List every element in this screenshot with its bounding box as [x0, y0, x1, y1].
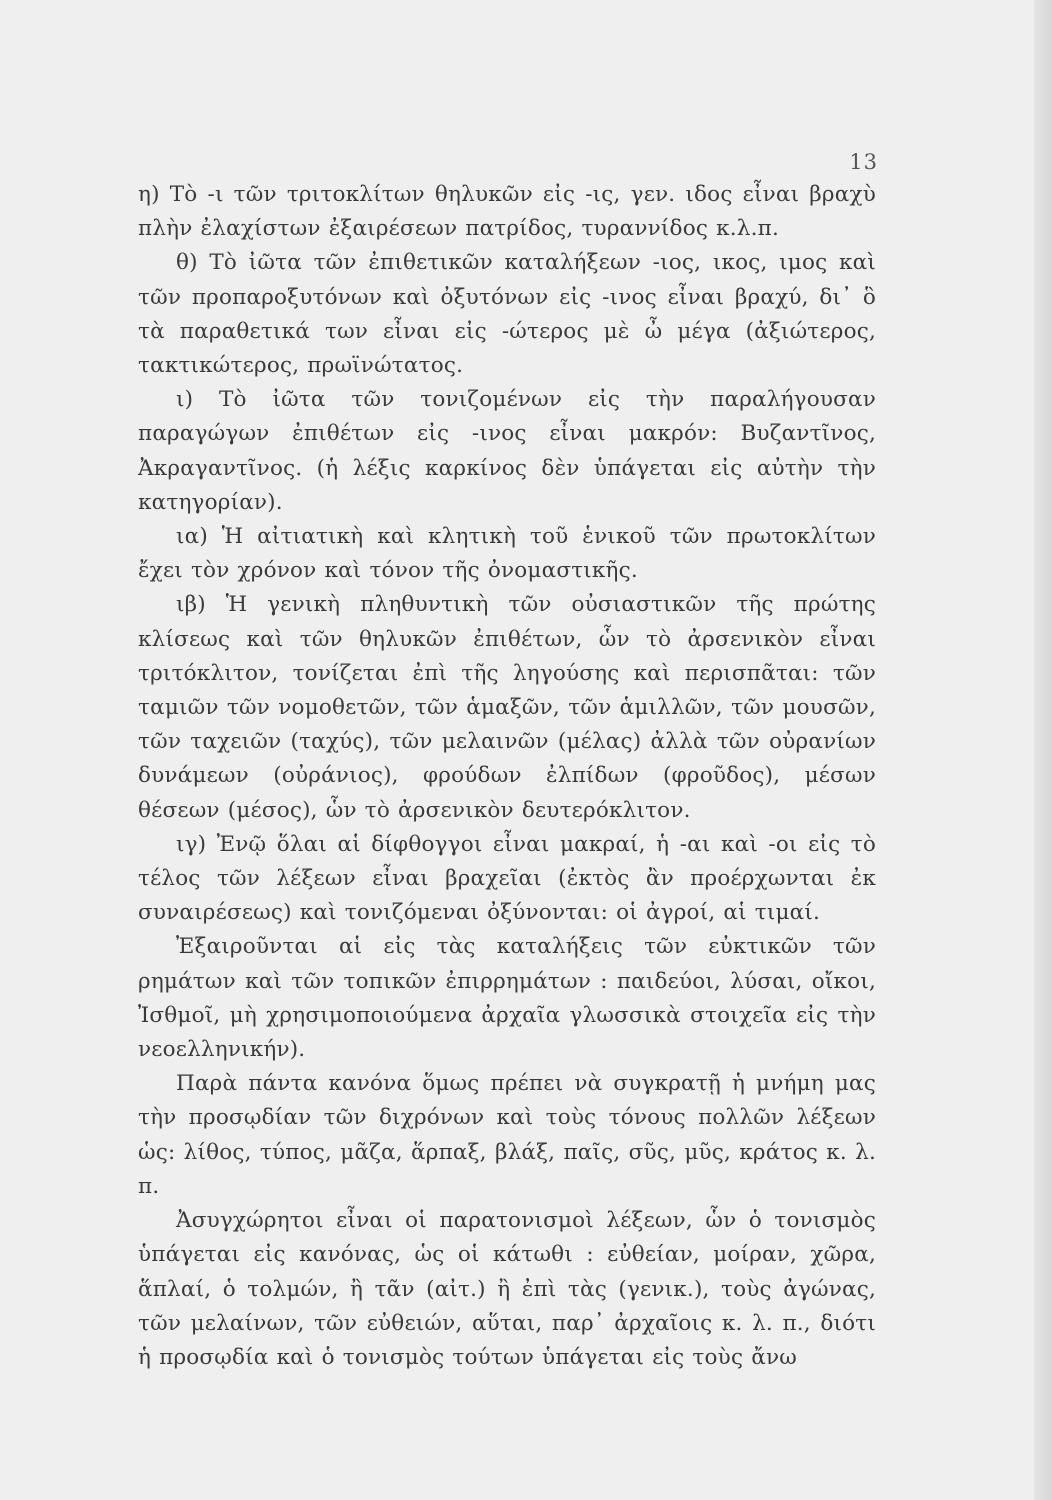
paragraph-exceptions: Ἐξαιροῦνται αἱ εἰς τὰς καταλήξεις τῶν εὐκτικῶν τῶν ρημάτων καὶ τῶν τοπικῶν ἐπιρρημάτων : παιδεύοι, λύσαι, οἴκοι, Ἰσθμοῖ, μὴ χρησιμοποιούμενα ἀρχαῖα γλωσσικὰ στοιχεῖα εἰς τὴν νεοελληνικήν). [138, 934, 876, 1063]
body-text [138, 178, 876, 1375]
paragraph-iota-alpha: ια) Ἡ αἰτιατικὴ καὶ κλητικὴ τοῦ ἑνικοῦ τῶν πρωτοκλίτων ἔχει τὸν χρόνον καὶ τόνον τῆς ὀνομαστικῆς. [138, 524, 876, 584]
paragraph-theta: θ) Τὸ ἰῶτα τῶν ἐπιθετικῶν καταλήξεων -ιος, ικος, ιμος καὶ τῶν προπαροξυτόνων καὶ ὀξυτόνων εἰς -ινος εἶναι βραχύ, δι᾽ ὃ τὰ παραθετικά των εἶναι εἰς -ώτερος μὲ ὦ μέγα (ἀξιώτερος, τακτικώτερος, πρωϊνώτατος. [138, 250, 876, 379]
page-edge [1034, 0, 1052, 1500]
page-number: 13 [849, 150, 878, 174]
paragraph-iota-beta: ιβ) Ἡ γενικὴ πληθυντικὴ τῶν οὐσιαστικῶν τῆς πρώτης κλίσεως καὶ τῶν θηλυκῶν ἐπιθέτων, ὧν τὸ ἀρσενικὸν εἶναι τριτόκλιτον, τονίζεται ἐπὶ τῆς ληγούσης καὶ περισπᾶται: τῶν ταμιῶν τῶν νομοθετῶν, τῶν ἁμαξῶν, τῶν ἁμιλλῶν, τῶν μουσῶν, τῶν ταχειῶν (ταχύς), τῶν μελαινῶν (μέλας) ἀλλὰ τῶν οὐρανίων δυνάμεων (οὐράνιος), φρούδων ἐλπίδων (φροῦδος), μέσων θέσεων (μέσος), ὧν τὸ ἀρσενικὸν δευτερόκλιτον. [138, 592, 876, 823]
paragraph-memory-rule: Παρὰ πάντα κανόνα ὅμως πρέπει νὰ συγκρατῇ ἡ μνήμη μας τὴν προσῳδίαν τῶν διχρόνων καὶ τοὺς τόνους πολλῶν λέξεων ὡς: λίθος, τύπος, μᾶζα, ἅρπαξ, βλάξ, παῖς, σῦς, μῦς, κράτος κ. λ. π. [138, 1071, 876, 1199]
paragraph-iota-gamma: ιγ) Ἐνῷ ὅλαι αἱ δίφθογγοι εἶναι μακραί, ἡ -αι καὶ -οι εἰς τὸ τέλος τῶν λέξεων εἶναι βραχεῖαι (ἐκτὸς ἂν προέρχωνται ἐκ συναιρέσεως) καὶ τονιζόμεναι ὀξύνονται: οἱ ἀγροί, αἱ τιμαί. [138, 831, 876, 926]
paragraph-eta: η) Τὸ -ι τῶν τριτοκλίτων θηλυκῶν εἰς -ις, γεν. ιδος εἶναι βραχὺ πλὴν ἐλαχίστων ἐξαιρέσεων πατρίδος, τυραννίδος κ.λ.π. [138, 182, 876, 242]
paragraph-mis-accentuation: Ἀσυγχώρητοι εἶναι οἱ παρατονισμοὶ λέξεων, ὧν ὁ τονισμὸς ὑπάγεται εἰς κανόνας, ὡς οἱ κάτωθι : εὐθείαν, μοίραν, χῶρα, ἅπλαί, ὁ τολμών, ἢ τᾶν (αἰτ.) ἢ ἐπὶ τὰς (γενικ.), τοὺς ἀγώνας, τῶν μελαίνων, τῶν εὐθειών, αὕται, παρ᾽ ἀρχαῖοις κ. λ. π., διότι ἡ προσῳδία καὶ ὁ τονισμὸς τούτων ὑπάγεται εἰς τοὺς ἄνω [138, 1208, 876, 1370]
paragraph-iota: ι) Τὸ ἰῶτα τῶν τονιζομένων εἰς τὴν παραλήγουσαν παραγώγων ἐπιθέτων εἰς -ινος εἶναι μακρόν: Βυζαντῖνος, Ἀκραγαντῖνος. (ἡ λέξις καρκίνος δὲν ὑπάγεται εἰς αὐτὴν τὴν κατηγορίαν). [138, 387, 876, 515]
